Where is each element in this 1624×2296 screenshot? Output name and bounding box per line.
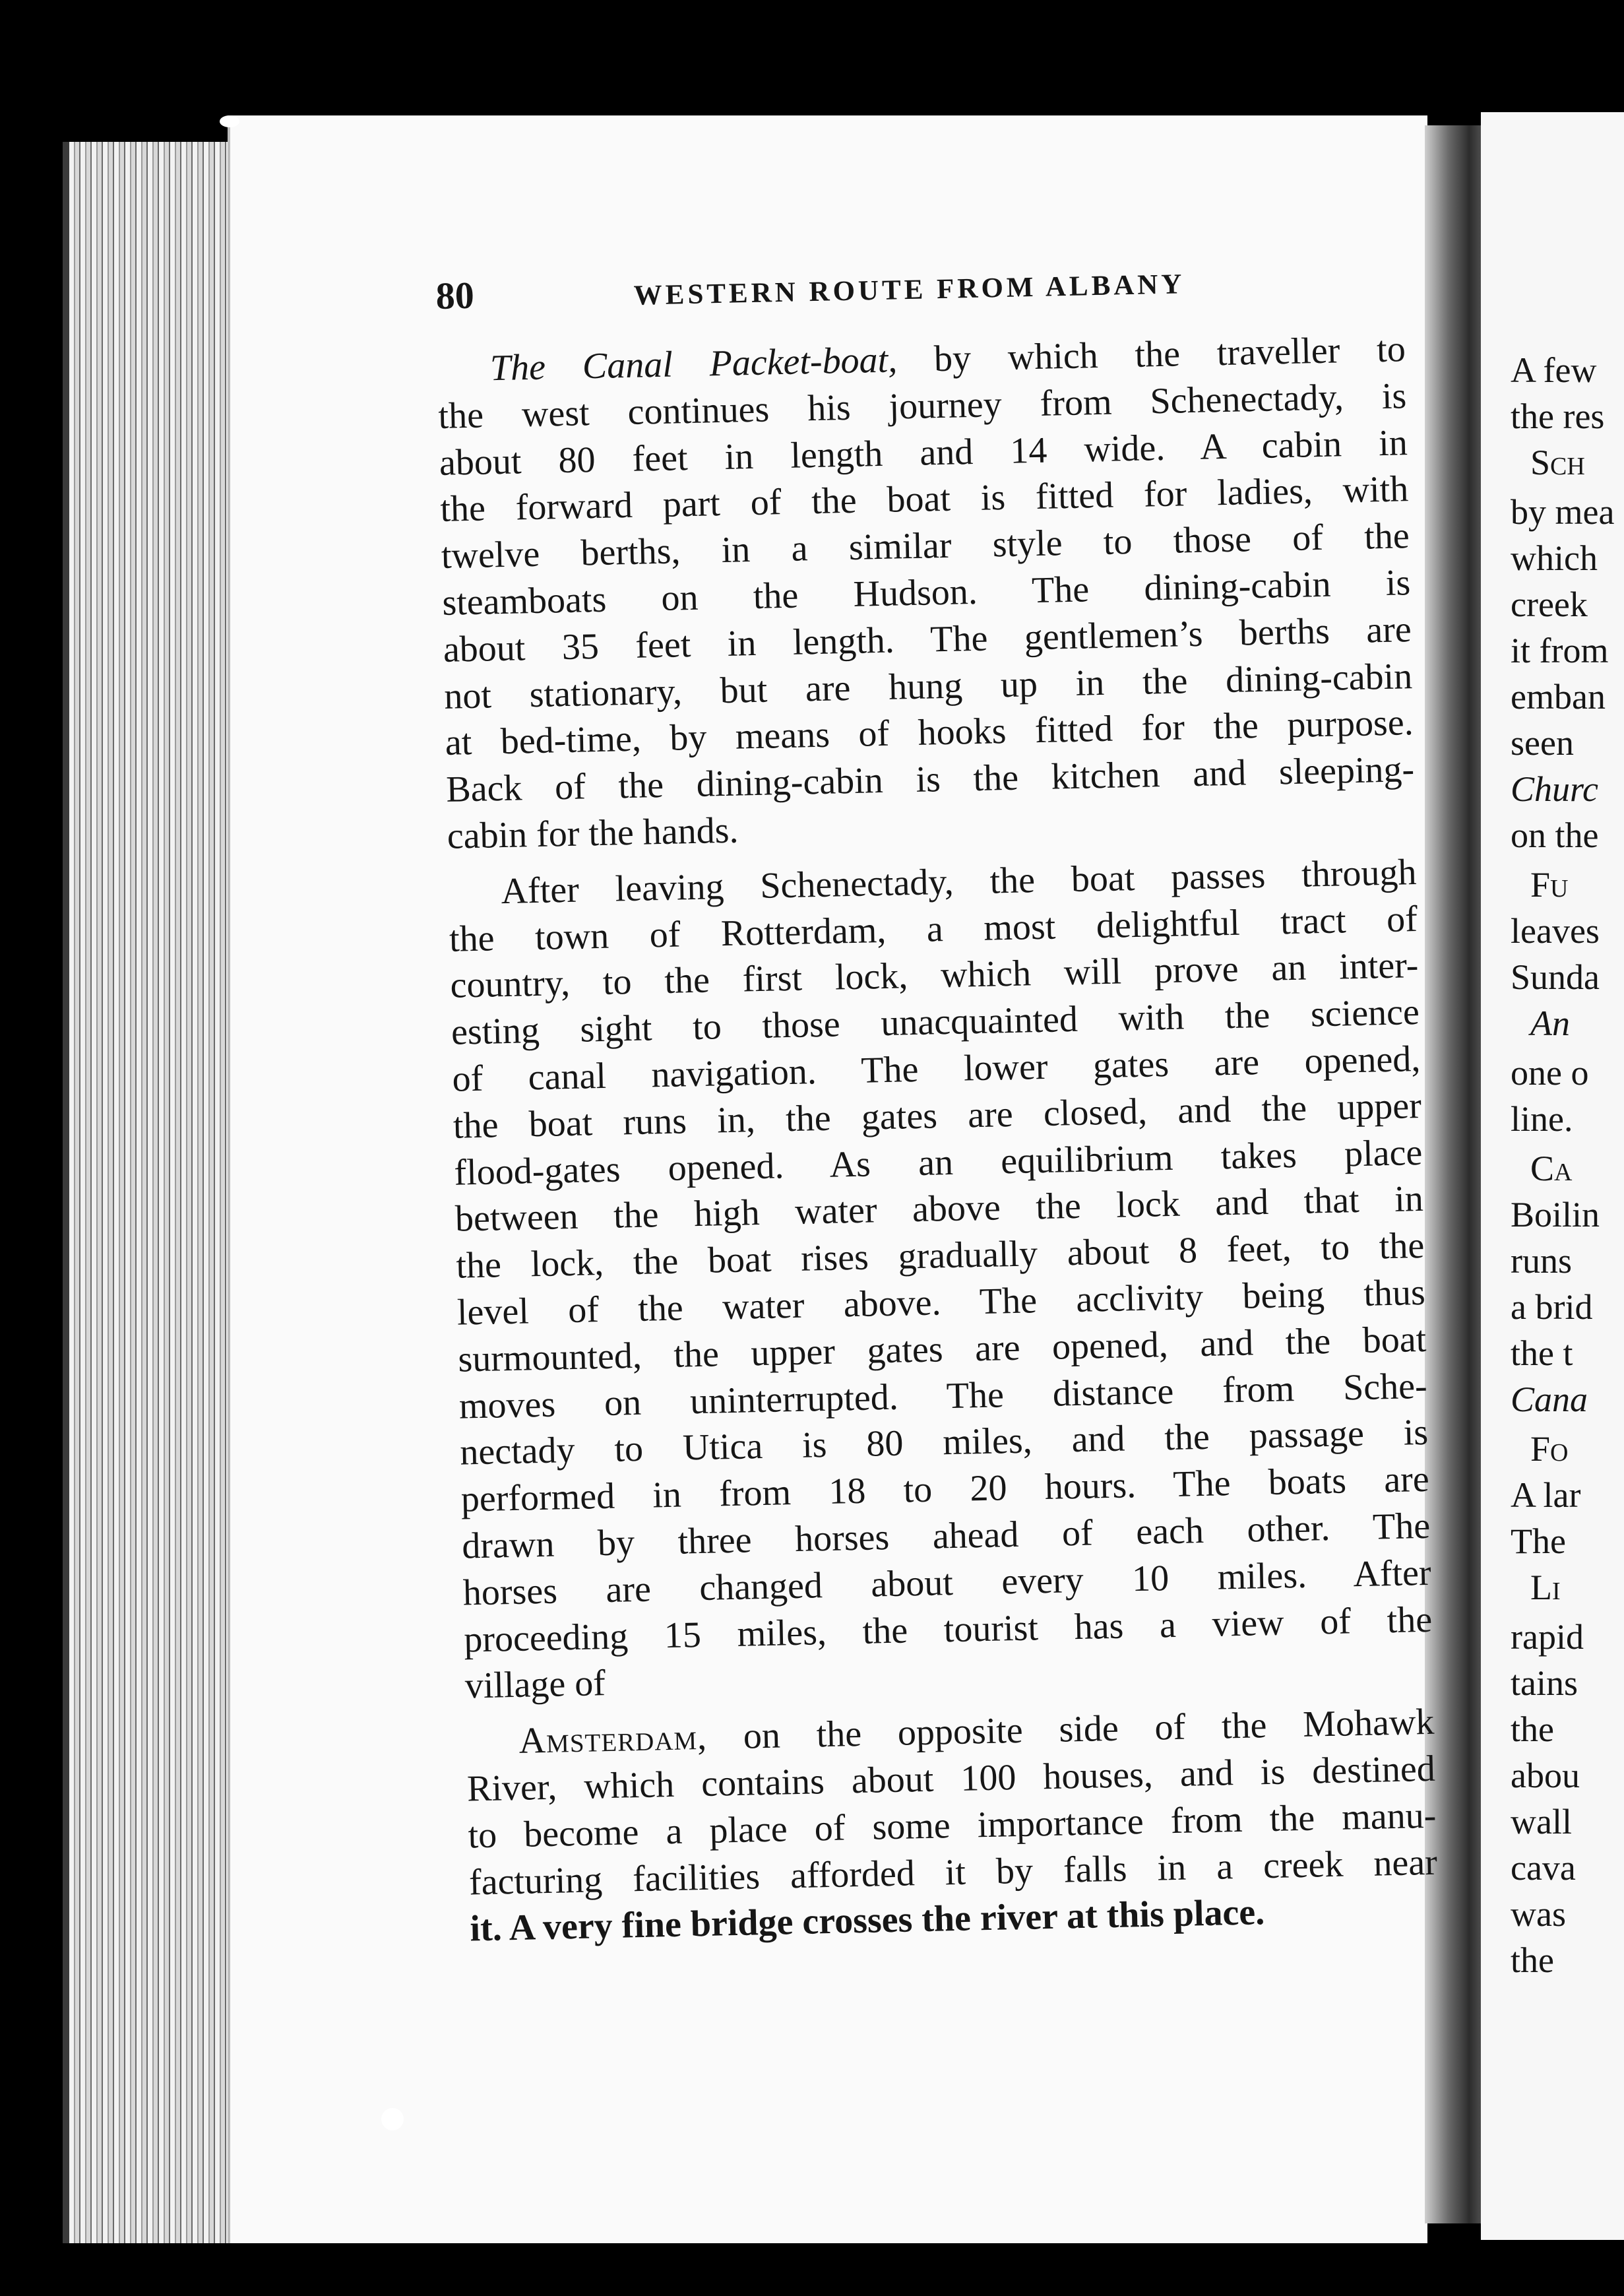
- line-text: cabin for the hands.: [447, 810, 739, 857]
- line-text: it. A very fine bridge crosses the river at this place.: [469, 1892, 1265, 1950]
- facing-page-line: The: [1511, 1521, 1566, 1561]
- line-text: After leaving Schenectady, the boat passes through: [500, 851, 1417, 912]
- line-text: about 35 feet in length. The gentlemen’s berths are: [443, 608, 1412, 670]
- facing-page-line: the: [1511, 1940, 1554, 1980]
- line-text: surmounted, the upper gates are opened, and the boat: [457, 1318, 1427, 1380]
- line-text: level of the water above. The acclivity being thus: [456, 1271, 1426, 1333]
- facing-page-line: seen: [1511, 723, 1574, 763]
- facing-page-line: the res: [1511, 397, 1605, 436]
- line-text: at bed-time, by means of hooks fitted for the purpose.: [445, 702, 1414, 764]
- facing-page-line: one o: [1511, 1053, 1589, 1093]
- line-text: moves on uninterrupted. The distance from Sche-: [458, 1365, 1428, 1427]
- line-text: esting sight to those unacquainted with the science: [451, 992, 1420, 1053]
- place-name: Amsterdam,: [518, 1716, 708, 1762]
- facing-page-line: wall: [1511, 1802, 1572, 1841]
- line-text: steamboats on the Hudson. The dining-cabin is: [441, 562, 1411, 623]
- line-text: the town of Rotterdam, a most delightful tract of: [449, 898, 1418, 960]
- line-text: performed in from 18 to 20 hours. The boats are: [460, 1458, 1430, 1520]
- facing-page-line: on the: [1511, 815, 1599, 855]
- line-text: the west continues his journey from Schenectady, is: [437, 375, 1407, 437]
- line-text: the lock, the boat rises gradually about 8 feet, to the: [455, 1225, 1425, 1287]
- facing-page-line: Ca: [1530, 1149, 1573, 1188]
- line-text: country, to the first lock, which will prove an inter-: [449, 945, 1419, 1007]
- facing-page-line: Cana: [1511, 1380, 1588, 1419]
- ink-spot: [220, 115, 239, 127]
- facing-page-line: line.: [1511, 1099, 1573, 1139]
- facing-page: [1481, 112, 1624, 2240]
- facing-page-line: it from: [1511, 631, 1609, 670]
- facing-page-line: by mea: [1511, 492, 1615, 532]
- facing-page-line: emban: [1511, 677, 1606, 717]
- line-text: flood-gates opened. As an equilibrium takes place: [453, 1132, 1423, 1194]
- line-text: on the opposite side of the Mohawk: [706, 1701, 1435, 1758]
- facing-page-line: leaves: [1511, 911, 1600, 951]
- italic-term: The Canal Packet-boat,: [489, 339, 898, 389]
- page-text-block: [435, 253, 1460, 1953]
- facing-page-line: runs: [1511, 1241, 1572, 1281]
- line-text: between the high water above the lock and that in: [454, 1178, 1424, 1240]
- facing-page-line: creek: [1511, 585, 1588, 624]
- facing-page-line: A few: [1511, 350, 1597, 390]
- facing-page-line: a brid: [1511, 1287, 1593, 1327]
- line-text: Back of the dining-cabin is the kitchen and sleeping-: [445, 749, 1415, 810]
- line-text: River, which contains about 100 houses, and is destined: [466, 1748, 1436, 1810]
- line-text: proceeding 15 miles, the tourist has a view of the: [463, 1599, 1433, 1661]
- line-text: not stationary, but are hung up in the dining-cabin: [443, 655, 1413, 717]
- line-text: horses are changed about every 10 miles. After: [462, 1552, 1432, 1614]
- running-head: WESTERN ROUTE FROM ALBANY: [633, 269, 1185, 311]
- facing-page-line: which: [1511, 538, 1598, 578]
- facing-page-line: tains: [1511, 1663, 1578, 1703]
- facing-page-line: An: [1530, 1004, 1570, 1043]
- line-text: facturing facilities afforded it by falls in a creek near: [468, 1841, 1438, 1903]
- facing-page-line: cava: [1511, 1848, 1576, 1888]
- facing-page-line: Fo: [1530, 1429, 1569, 1469]
- line-text: drawn by three horses ahead of each other. The: [461, 1505, 1431, 1567]
- line-text: the boat runs in, the gates are closed, and the upper: [453, 1085, 1422, 1147]
- line-text: nectady to Utica is 80 miles, and the passage is: [459, 1412, 1429, 1473]
- line-text: twelve berths, in a similar style to those of the: [441, 515, 1410, 577]
- line-text: to become a place of some importance from the manu-: [467, 1795, 1437, 1857]
- line-text: by which the traveller to: [896, 329, 1406, 381]
- facing-page-line: Sch: [1530, 443, 1585, 482]
- line-text: about 80 feet in length and 14 wide. A cabin in: [439, 422, 1408, 484]
- page-number: 80: [435, 273, 475, 317]
- facing-page-line: Fu: [1530, 865, 1569, 905]
- facing-page-line: Churc: [1511, 769, 1598, 809]
- facing-page-line: was: [1511, 1894, 1566, 1934]
- body-text: [437, 326, 1460, 1953]
- facing-page-line: the t: [1511, 1333, 1573, 1373]
- facing-page-line: abou: [1511, 1756, 1580, 1795]
- facing-page-line: Li: [1530, 1568, 1561, 1607]
- line-text: the forward part of the boat is fitted for ladies, with: [439, 468, 1409, 530]
- facing-page-line: A lar: [1511, 1475, 1581, 1515]
- facing-page-line: Sunda: [1511, 957, 1600, 997]
- facing-page-line: rapid: [1511, 1617, 1584, 1657]
- facing-page-line: the: [1511, 1709, 1554, 1749]
- ink-spot: [381, 2108, 404, 2130]
- facing-page-line: Boilin: [1511, 1195, 1600, 1234]
- line-text: village of: [464, 1663, 606, 1707]
- line-text: of canal navigation. The lower gates are opened,: [451, 1038, 1421, 1100]
